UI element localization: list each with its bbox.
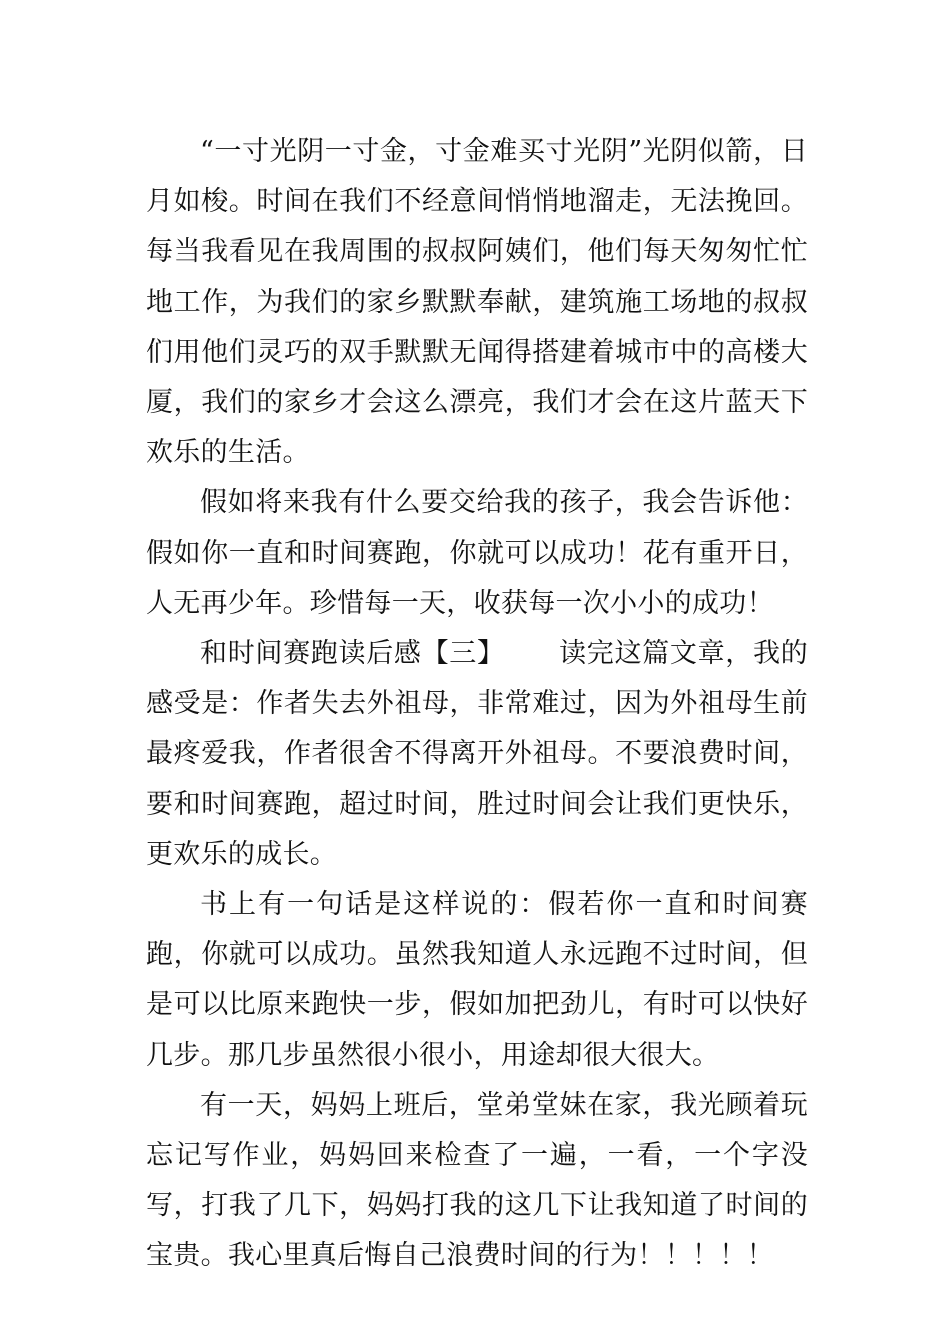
- paragraph-2: [146, 478, 808, 629]
- paragraph-4-text: 书上有一句话是这样说的：假若你一直和时间赛跑，你就可以成功。虽然我知道人永远跑不过时间，但是可以比原来跑快一步，假如加把劲儿，有时可以快好几步。那几步虽然很小很小，用途却很大很大。: [146, 889, 808, 1071]
- paragraph-5: [146, 1081, 808, 1282]
- paragraph-1: [146, 127, 808, 478]
- document-body: [146, 127, 808, 1282]
- paragraph-3: [146, 629, 808, 880]
- paragraph-1-text: “一寸光阴一寸金，寸金难买寸光阴”光阴似箭，日月如梭。时间在我们不经意间悄悄地溜走，无法挽回。每当我看见在我周围的叔叔阿姨们，他们每天匆匆忙忙地工作，为我们的家乡默默奉献，建筑施工场地的叔叔们用他们灵巧的双手默默无闻得搭建着城市中的高楼大厦，我们的家乡才会这么漂亮，我们才会在这片蓝天下欢乐的生活。: [146, 136, 808, 469]
- paragraph-5-text: 有一天，妈妈上班后，堂弟堂妹在家，我光顾着玩忘记写作业，妈妈回来检查了一遍，一看，一个字没写，打我了几下，妈妈打我的这几下让我知道了时间的宝贵。我心里真后悔自己浪费时间的行为！！！！！: [146, 1089, 808, 1272]
- section-heading: 和时间赛跑读后感【三】: [200, 638, 505, 670]
- paragraph-4: [146, 880, 808, 1081]
- paragraph-3-text: 读完这篇文章，我的感受是：作者失去外祖母，非常难过，因为外祖母生前最疼爱我，作者很舍不得离开外祖母。不要浪费时间，要和时间赛跑，超过时间，胜过时间会让我们更快乐，更欢乐的成长。: [146, 638, 808, 870]
- paragraph-2-text: 假如将来我有什么要交给我的孩子，我会告诉他：假如你一直和时间赛跑，你就可以成功！花有重开日，人无再少年。珍惜每一天，收获每一次小小的成功！: [146, 487, 808, 619]
